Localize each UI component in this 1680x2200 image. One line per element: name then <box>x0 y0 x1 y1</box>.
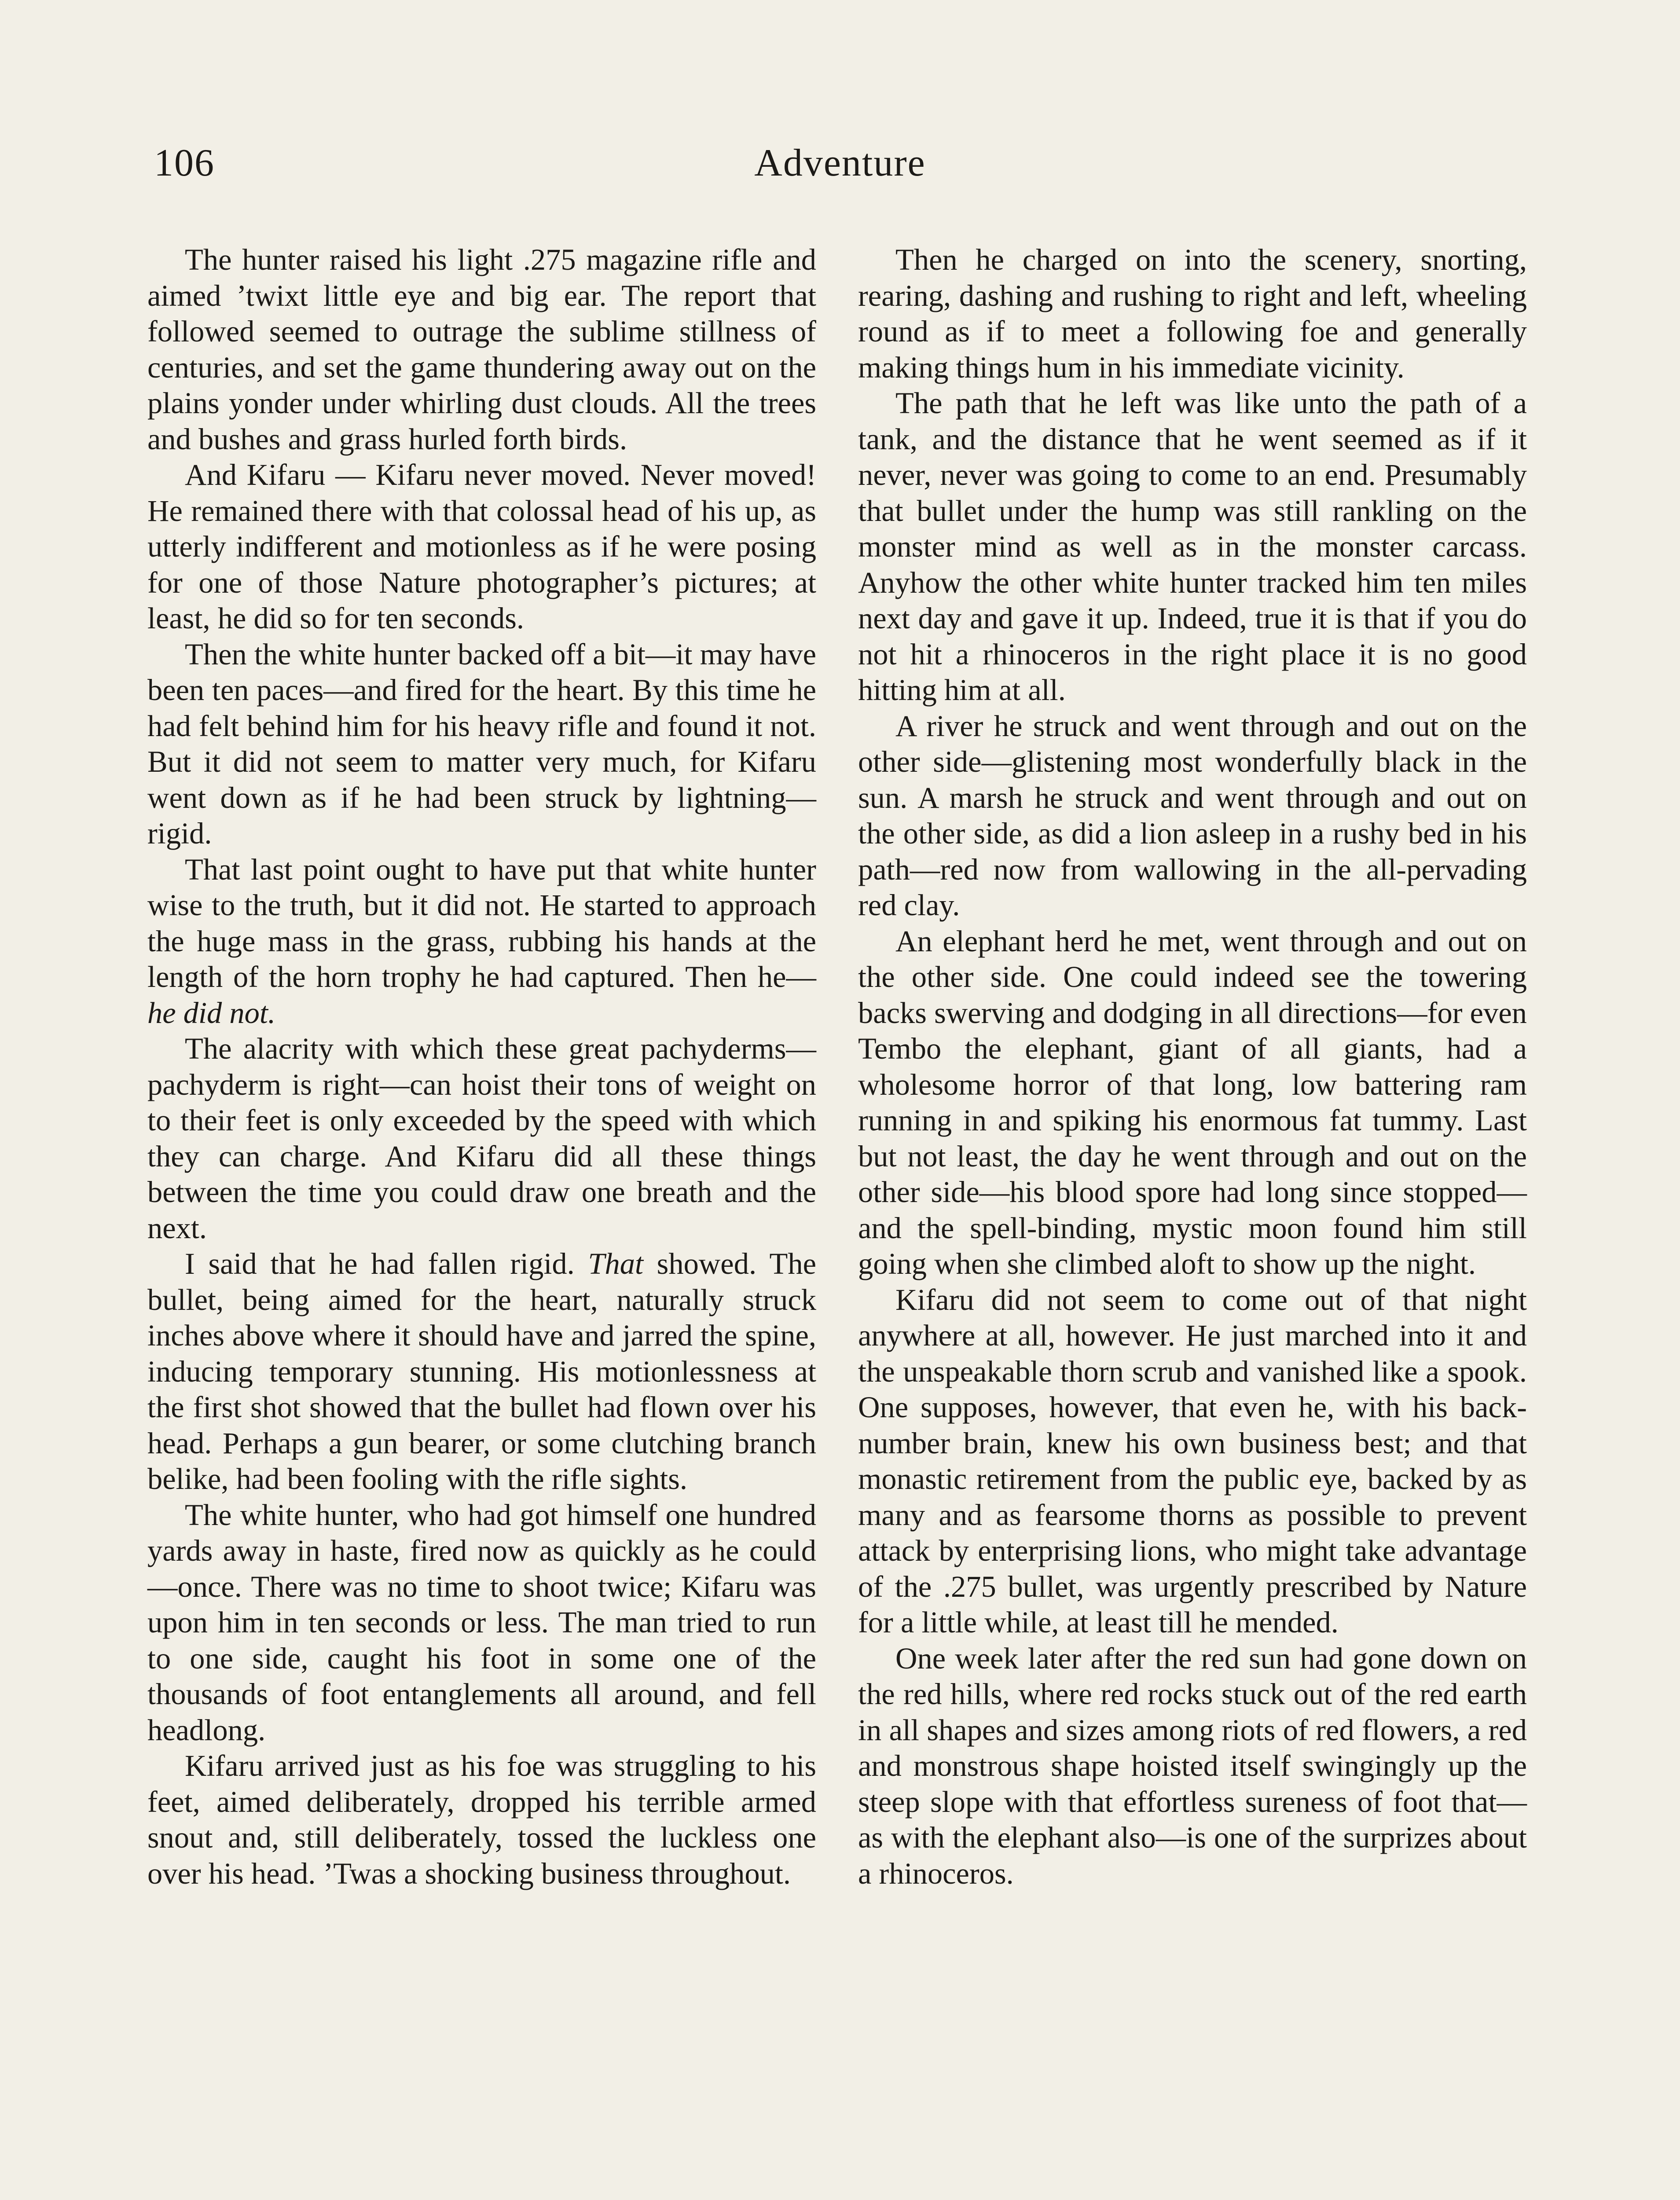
paragraph <box>147 1246 816 1497</box>
paragraph <box>147 852 816 1031</box>
paragraph <box>858 242 1527 385</box>
emphasis: That <box>588 1247 644 1280</box>
paragraph-text-continued: showed. The bullet, being aimed for the heart, naturally struck inches above where it should have and jarred the spine, inducing temporary stunning. His motionlessness at the first shot showed that the bullet had flown over his head. Perhaps a gun bearer, or some clutching branch belike, had been fooling with the rifle sights. <box>147 1247 816 1496</box>
paragraph <box>858 1641 1527 1892</box>
paragraph <box>858 385 1527 708</box>
paragraph-text: The white hunter, who had got himself one hundred yards away in haste, fired now as quickly as he could—once. There was no time to shoot twice; Kifaru was upon him in ten seconds or less. The man tried to run to one side, caught his foot in some one of the thousands of foot entanglements all around, and fell headlong. <box>147 1498 816 1747</box>
text-column-left <box>147 242 816 1892</box>
paragraph <box>147 242 816 457</box>
paragraph-text: The alacrity with which these great pachyderms—pachyderm is right—can hoist their tons of weight on to their feet is only exceeded by the speed with which they can charge. And Kifaru did all these things between the time you could draw one breath and the next. <box>147 1032 816 1245</box>
page-header <box>0 141 1680 207</box>
paragraph-text: A river he struck and went through and out on the other side—glistening most wonderfully black in the sun. A marsh he struck and went through and out on the other side, as did a lion asleep in a rushy bed in his path—red now from wallowing in the all-pervading red clay. <box>858 709 1527 922</box>
running-title: Adventure <box>754 142 926 184</box>
paragraph <box>858 708 1527 924</box>
emphasis: he did not. <box>147 996 276 1030</box>
paragraph-text: I said that he had fallen rigid. <box>185 1247 588 1280</box>
paragraph <box>147 457 816 637</box>
paragraph-text: One week later after the red sun had gone down on the red hills, where red rocks stuck out of the red earth in all shapes and sizes among riots of red flowers, a red and monstrous shape hoisted itself swingingly up the steep slope with that effortless sureness of foot that—as with the elephant also—is one of the surprizes about a rhinoceros. <box>858 1641 1527 1890</box>
page-number: 106 <box>154 142 215 184</box>
text-column-right <box>858 242 1527 1892</box>
paragraph <box>147 637 816 852</box>
paragraph-text: Kifaru did not seem to come out of that night anywhere at all, however. He just marched into it and the unspeakable thorn scrub and vanished like a spook. One supposes, however, that even he, with his back-number brain, knew his own business best; and that monastic retirement from the public eye, backed by as many and as fearsome thorns as possible to prevent attack by enterprising lions, who might take advantage of the .275 bullet, was urgently prescribed by Nature for a little while, at least till he mended. <box>858 1283 1527 1639</box>
paragraph-text: An elephant herd he met, went through and out on the other side. One could indeed see the towering backs swerving and dodging in all directions—for even Tembo the elephant, giant of all giants, had a wholesome horror of that long, low battering ram running in and spiking his enormous fat tummy. Last but not least, the day he went through and out on the other side—his blood spore had long since stopped—and the spell-binding, mystic moon found him still going when she climbed aloft to show up the night. <box>858 924 1527 1280</box>
paragraph-text: The hunter raised his light .275 magazine rifle and aimed ’twixt little eye and big ear. The report that followed seemed to outrage the sublime stillness of centuries, and set the game thundering away out on the plains yonder under whirling dust clouds. All the trees and bushes and grass hurled forth birds. <box>147 243 816 456</box>
paragraph <box>147 1031 816 1246</box>
paragraph-text: The path that he left was like unto the path of a tank, and the distance that he went seemed as if it never, never was going to come to an end. Presumably that bullet under the hump was still rankling on the monster mind as well as in the monster carcass. Anyhow the other white hunter tracked him ten miles next day and gave it up. Indeed, true it is that if you do not hit a rhinoceros in the right place it is no good hitting him at all. <box>858 386 1527 707</box>
paragraph-text: And Kifaru — Kifaru never moved. Never moved! He remained there with that colossal head of his up, as utterly indifferent and motionless as if he were posing for one of those Nature photographer’s pictures; at least, he did so for ten seconds. <box>147 458 816 635</box>
paragraph <box>858 924 1527 1282</box>
paragraph-text: That last point ought to have put that white hunter wise to the truth, but it did not. He started to approach the huge mass in the grass, rubbing his hands at the length of the horn trophy he had captured. Then he— <box>147 852 816 994</box>
paragraph <box>147 1497 816 1749</box>
paragraph-text: Kifaru arrived just as his foe was struggling to his feet, aimed deliberately, dropped his terrible armed snout and, still deliberately, tossed the luckless one over his head. ’Twas a shocking business throughout. <box>147 1749 816 1890</box>
paragraph <box>147 1748 816 1892</box>
paragraph-text: Then he charged on into the scenery, snorting, rearing, dashing and rushing to right and left, wheeling round as if to meet a following foe and generally making things hum in his immediate vicinity. <box>858 243 1527 384</box>
paragraph <box>858 1282 1527 1641</box>
paragraph-text: Then the white hunter backed off a bit—it may have been ten paces—and fired for the heart. By this time he had felt behind him for his heavy rifle and found it not. But it did not seem to matter very much, for Kifaru went down as if he had been struck by lightning—rigid. <box>147 637 816 850</box>
